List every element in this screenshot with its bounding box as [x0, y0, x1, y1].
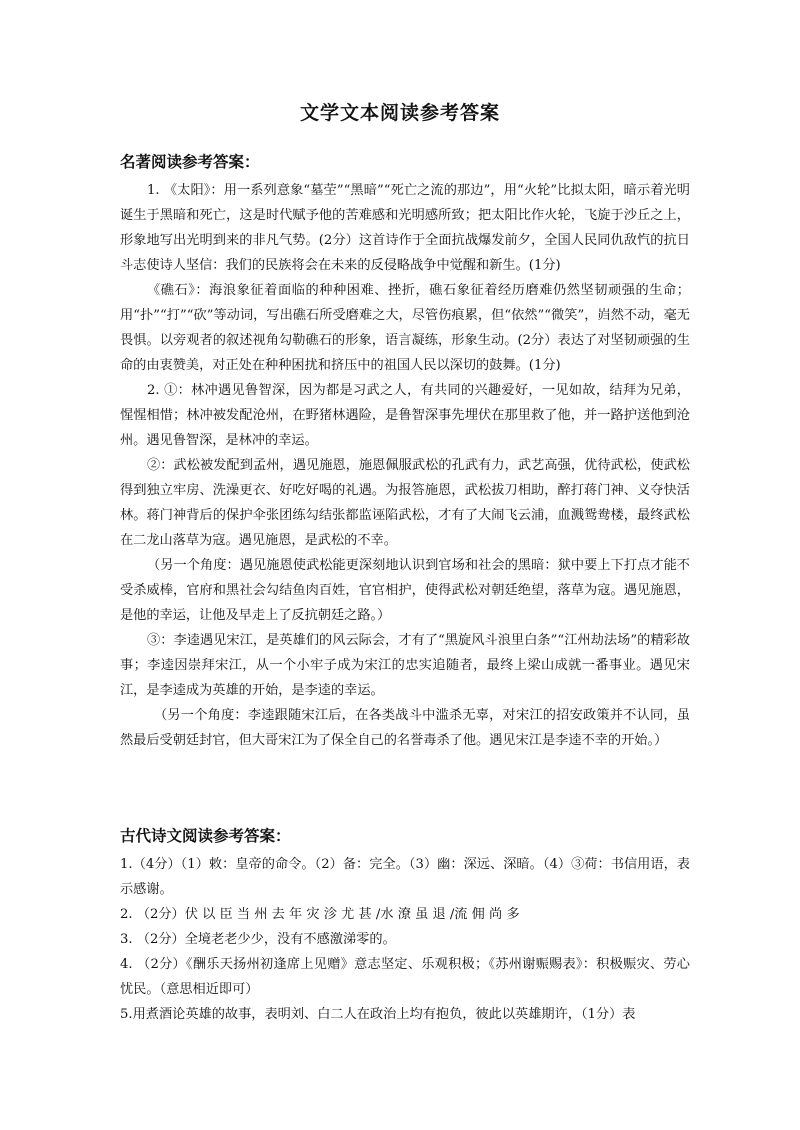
answer-paragraph: 《礁石》：海浪象征着面临的种种困难、挫折，礁石象征着经历磨难仍然坚韧顽强的生命；用“扑”“打”“砍”等动词，写出礁石所受磨难之大，尽管伤痕累，但“依然”“微笑”，岿然不动，毫无畏惧。以旁观者的叙述视角勾勒礁石的形象，语言凝练，形象生动。(2分）表达了对坚韧顽强的生命的由衷赞美，对正处在种种困扰和挤压中的祖国人民以深切的鼓舞。(1分): [120, 283, 690, 373]
answer-paragraph: 1. 《太阳》：用一系列意象“墓茔”“黑暗”“死亡之流的那边”，用“火轮”比拟太阳，暗示着光明诞生于黑暗和死亡，这是时代赋予他的苦难感和光明感所致；把太阳比作火轮，飞旋于沙丘之上，形象地写出光明到来的非凡气势。(2分）这首诗作于全面抗战爆发前夕，全国人民同仇敌忾的抗日斗志使诗人坚信：我们的民族将会在未来的反侵略战争中觉醒和新生。(1分): [120, 183, 690, 273]
section-classics-answers: [120, 150, 690, 753]
answer-paragraph: ②：武松被发配到孟州，遇见施恩，施恩佩服武松的孔武有力，武艺高强，优待武松，使武松得到独立牢房、洗澡更衣、好吃好喝的礼遇。为报答施恩，武松拔刀相助，醉打蒋门神、义夺快活林。蒋门神背后的保护伞张团练勾结张都监诬陷武松，才有了大闹飞云浦，血溅鸳鸯楼，最终武松在二龙山落草为寇。遇见施恩，是武松的不幸。: [120, 458, 690, 548]
answer-paragraph: 2. ①：林冲遇见鲁智深，因为都是习武之人，有共同的兴趣爱好，一见如故，结拜为兄弟，惺惺相惜；林冲被发配沧州，在野猪林遇险，是鲁智深事先埋伏在那里救了他，并一路护送他到沧州。遇见鲁智深，是林冲的幸运。: [120, 383, 690, 448]
answer-item: 3. （2分）全境老老少少，没有不感激涕零的。: [120, 932, 396, 947]
answer-item: 5.用煮酒论英雄的故事，表明刘、白二人在政治上均有抱负，彼此以英雄期许，（1分）表: [120, 1007, 636, 1022]
answer-item: 1.（4分）（1）敕：皇帝的命令。（2）备：完全。（3）幽：深远、深暗。（4）③荷：书信用语，表示感谢。: [120, 857, 690, 897]
answer-item: 4. （2分）《酬乐天扬州初逢席上见赠》意志坚定、乐观积极；《苏州谢赈赐表》：积极赈灾、劳心忧民。（意思相近即可）: [120, 957, 690, 997]
section-ancient-poetry-answers: [120, 824, 690, 1027]
answer-paragraph: （另一个角度：遇见施恩使武松能更深刻地认识到官场和社会的黑暗：狱中要上下打点才能不受杀威棒，官府和黑社会勾结鱼肉百姓，官官相护，使得武松对朝廷绝望，落草为寇。遇见施恩，是他的幸运，让他及早走上了反抗朝廷之路。）: [120, 558, 690, 623]
section-heading: 名著阅读参考答案：: [120, 153, 260, 171]
section-heading: 古代诗文阅读参考答案：: [120, 827, 291, 845]
answer-item: 2. （2分）伏 以 臣 当 州 去 年 灾 沴 尤 甚 /水 潦 虽 退 /流 佣 尚 多: [120, 907, 520, 922]
page-title: 文学文本阅读参考答案: [299, 102, 500, 124]
answer-paragraph: （另一个角度：李逵跟随宋江后，在各类战斗中滥杀无辜，对宋江的招安政策并不认同，虽然最后受朝廷封官，但大哥宋江为了保全自己的名誉毒杀了他。遇见宋江是李逵不幸的开始。）: [120, 708, 690, 748]
answer-paragraph: ③：李逵遇见宋江，是英雄们的风云际会，才有了“黑旋风斗浪里白条”“江州劫法场”的精彩故事；李逵因崇拜宋江，从一个小牢子成为宋江的忠实追随者，最终上梁山成就一番事业。遇见宋江，是李逵成为英雄的开始，是李逵的幸运。: [120, 633, 690, 698]
